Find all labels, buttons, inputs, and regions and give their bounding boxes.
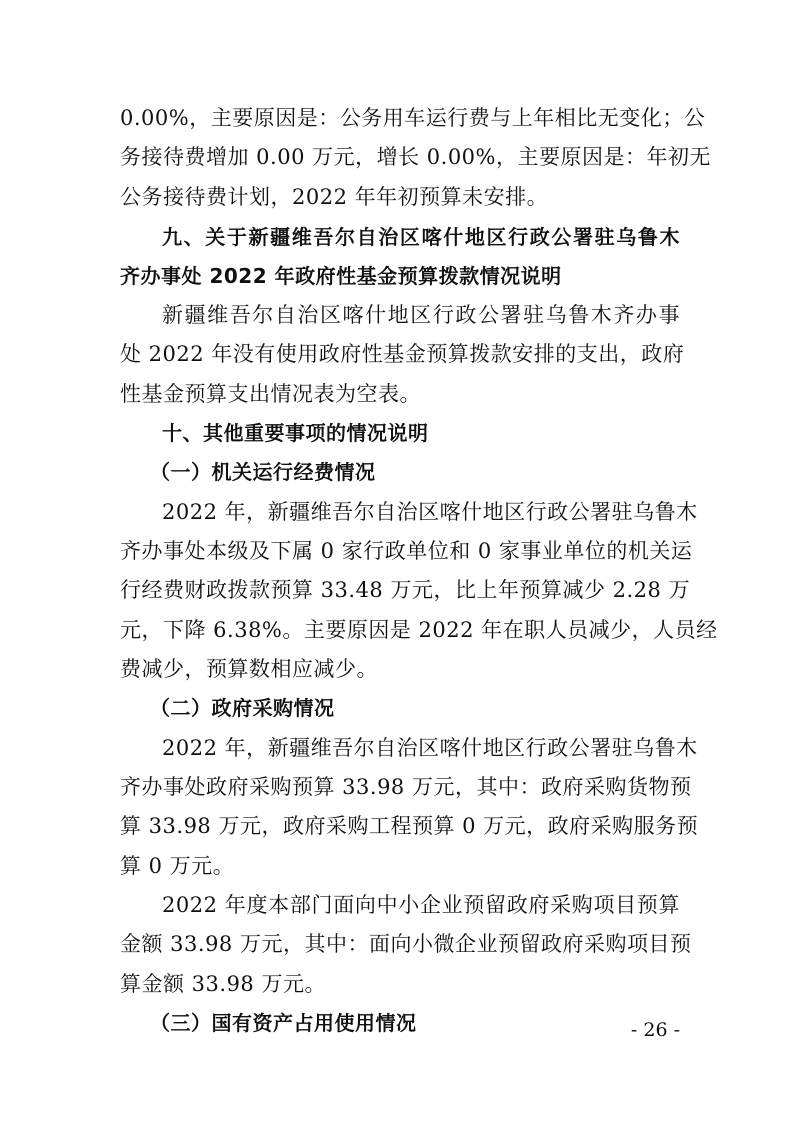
body-text-line: 费减少，预算数相应减少。: [120, 657, 378, 681]
body-text-line: 2022 年，新疆维吾尔自治区喀什地区行政公署驻乌鲁木: [162, 736, 698, 760]
body-text-line: 算 33.98 万元，政府采购工程预算 0 万元，政府采购服务预: [120, 814, 699, 838]
body-text-line: 性基金预算支出情况表为空表。: [120, 382, 421, 406]
subsection-heading-1: （一）机关运行经费情况: [150, 460, 376, 484]
body-text-line: 新疆维吾尔自治区喀什地区行政公署驻乌鲁木齐办事: [162, 303, 680, 327]
body-text-line: 2022 年度本部门面向中小企业预留政府采购项目预算: [162, 893, 680, 917]
body-text-line: 处 2022 年没有使用政府性基金预算拨款安排的支出，政府: [120, 342, 685, 366]
body-text-line: 元，下降 6.38%。主要原因是 2022 年在职人员减少，人员经: [120, 618, 718, 642]
section-heading-9: 九、关于新疆维吾尔自治区喀什地区行政公署驻乌鲁木: [162, 225, 680, 249]
body-text-line: 齐办事处本级及下属 0 家行政单位和 0 家事业单位的机关运: [120, 539, 693, 563]
section-heading-9-continued: 齐办事处 2022 年政府性基金预算拨款情况说明: [120, 264, 562, 288]
subsection-heading-2: （二）政府采购情况: [150, 696, 335, 720]
body-text-line: 0.00%，主要原因是：公务用车运行费与上年相比无变化；公: [120, 106, 706, 130]
body-text-line: 公务接待费计划，2022 年年初预算未安排。: [120, 185, 549, 209]
body-text-line: 务接待费增加 0.00 万元，增长 0.00%，主要原因是：年初无: [120, 145, 711, 169]
body-text-line: 行经费财政拨款预算 33.48 万元，比上年预算减少 2.28 万: [120, 578, 691, 602]
subsection-heading-3: （三）国有资产占用使用情况: [150, 1011, 417, 1035]
body-text-line: 算金额 33.98 万元。: [120, 972, 326, 996]
body-text-line: 齐办事处政府采购预算 33.98 万元，其中：政府采购货物预: [120, 775, 692, 799]
page-number: - 26 -: [630, 1019, 680, 1041]
body-text-line: 2022 年，新疆维吾尔自治区喀什地区行政公署驻乌鲁木: [162, 500, 698, 524]
body-text-line: 金额 33.98 万元，其中：面向小微企业预留政府采购项目预: [120, 932, 692, 956]
body-text-line: 算 0 万元。: [120, 854, 235, 878]
section-heading-10: 十、其他重要事项的情况说明: [162, 421, 429, 445]
